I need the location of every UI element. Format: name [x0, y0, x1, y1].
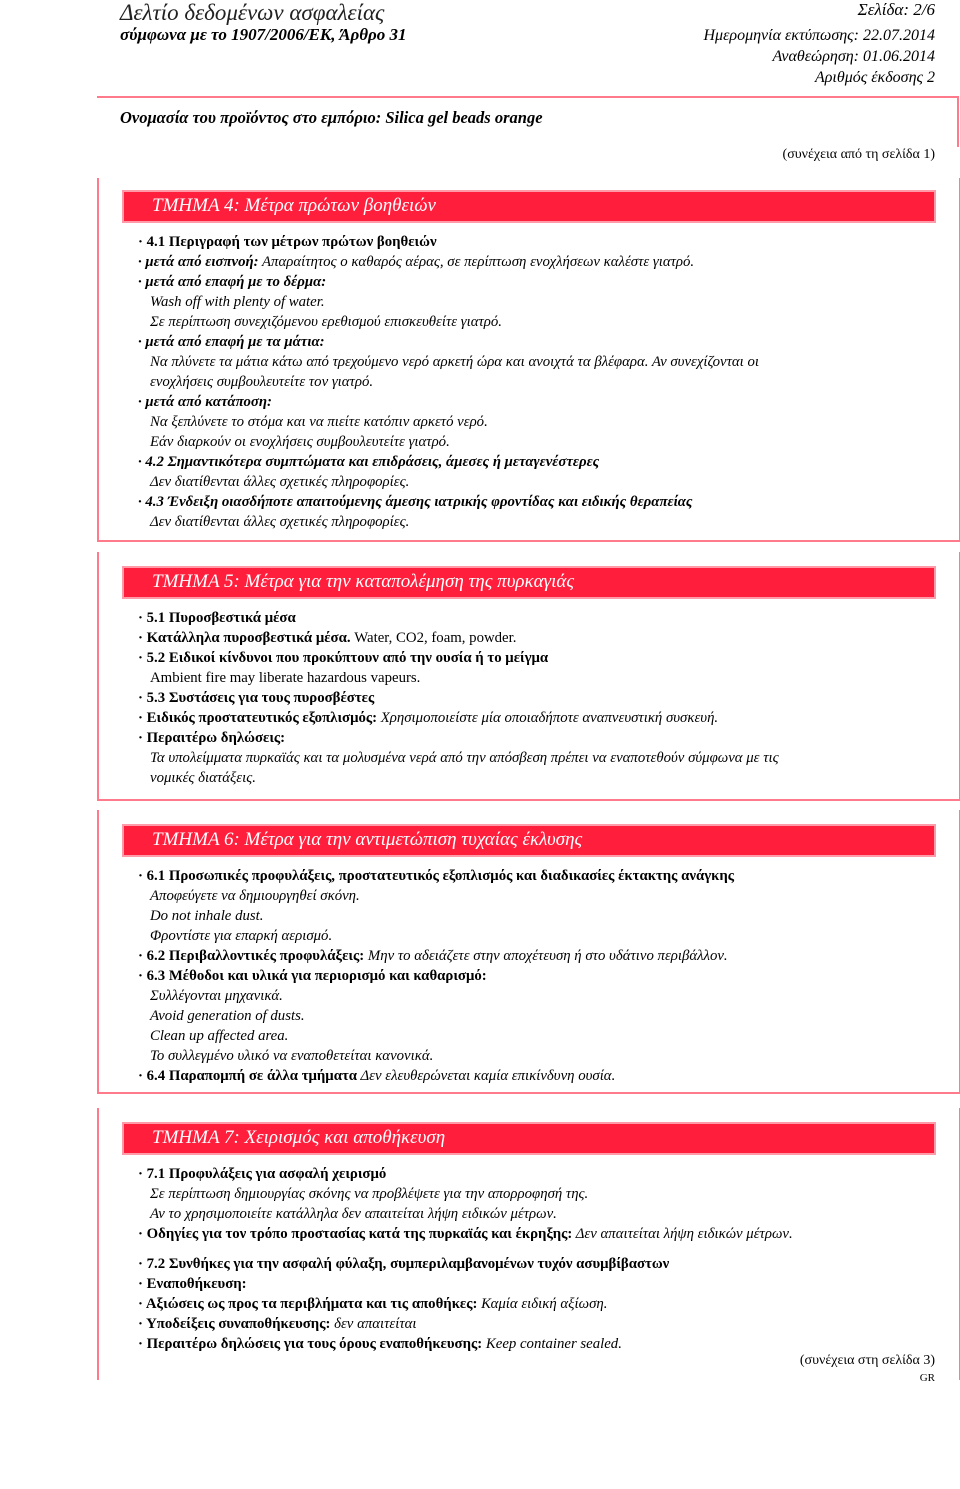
- subsection-5-2-text: Ambient fire may liberate hazardous vapeurs.: [150, 670, 421, 686]
- subsection-6-3-text-2: Avoid generation of dusts.: [150, 1008, 305, 1024]
- product-name: Ονομασία του προϊόντος στο εμπόριο: Silica gel beads orange: [120, 108, 543, 127]
- subsection-6-2: · 6.2 Περιβαλλοντικές προφυλάξεις: Μην το αδειάζετε στην αποχέτευση ή στο υδάτινο περιβάλλον.: [138, 948, 728, 964]
- subsection-7-1-text-1: Σε περίπτωση δημιουργίας σκόνης να προβλέψετε για την απορροφησή της.: [150, 1186, 589, 1202]
- section-5-title: ΤΜΗΜΑ 5: Μέτρα για την καταπολέμηση της πυρκαγιάς: [152, 571, 575, 592]
- section-6-header: [122, 824, 936, 857]
- skin-contact-text: Wash off with plenty of water.: [150, 294, 325, 310]
- subsection-5-2: · 5.2 Ειδικοί κίνδυνοι που προκύπτουν από την ουσία ή το μείγμα: [138, 650, 549, 666]
- version-number: Αριθμός έκδοσης 2: [814, 69, 935, 86]
- subsection-7-2: · 7.2 Συνθήκες για την ασφαλή φύλαξη, συμπεριλαμβανομένων τυχόν ασυμβίβαστων: [138, 1256, 670, 1272]
- eye-contact-label: · μετά από επαφή με τα μάτια:: [138, 334, 325, 350]
- subsection-4-3-text: Δεν διατίθενται άλλες σχετικές πληροφορίες.: [150, 514, 410, 530]
- subsection-6-3-text-3: Clean up affected area.: [150, 1028, 289, 1044]
- subsection-7-1-text-2: Αν το χρησιμοποιείτε κατάλληλα δεν απαιτείται λήψη ειδικών μέτρων.: [150, 1206, 557, 1222]
- subsection-4-1: · 4.1 Περιγραφή των μέτρων πρώτων βοηθειών: [138, 234, 437, 250]
- additional-info-label: · Περαιτέρω δηλώσεις:: [138, 730, 286, 746]
- subsection-6-1-text-3: Φροντίστε για επαρκή αερισμό.: [150, 928, 333, 944]
- section-4-header: [122, 190, 936, 223]
- subsection-5-3: · 5.3 Συστάσεις για τους πυροσβέστες: [138, 690, 375, 706]
- inhalation-line: · μετά από εισπνοή: Απαραίτητος ο καθαρός αέρας, σε περίπτωση ενοχλήσεων καλέστε γιατρό.: [138, 254, 695, 270]
- skin-contact-label: · μετά από επαφή με το δέρμα:: [138, 274, 327, 290]
- subsection-6-1-text-1: Αποφεύγετε να δημιουργηθεί σκόνη.: [150, 888, 360, 904]
- ingestion-text: Να ξεπλύνετε το στόμα και να πιείτε κατόπιν αρκετό νερό.: [150, 414, 488, 430]
- subsection-4-2-text: Δεν διατίθενται άλλες σχετικές πληροφορίες.: [150, 474, 410, 490]
- section-6-title: ΤΜΗΜΑ 6: Μέτρα για την αντιμετώπιση τυχαίας έκλυσης: [152, 829, 583, 850]
- continued-to: (συνέχεια στη σελίδα 3): [799, 1353, 935, 1368]
- subsection-4-2: · 4.2 Σημαντικότερα συμπτώματα και επιδράσεις, άμεσες ή μεταγενέστερες: [138, 454, 600, 470]
- continued-from: (συνέχεια από τη σελίδα 1): [782, 147, 935, 162]
- eye-contact-text: Να πλύνετε τα μάτια κάτω από τρεχούμενο νερό αρκετή ώρα και ανοιχτά τα βλέφαρα. Αν συνεχίζονται οι: [150, 354, 759, 370]
- subsection-6-1: · 6.1 Προσωπικές προφυλάξεις, προστατευτικός εξοπλισμός και διαδικασίες έκτακτης ανάγκης: [138, 868, 735, 884]
- section-7-header: [122, 1122, 936, 1155]
- common-storage-line: · Υποδείξεις συναποθήκευσης: δεν απαιτείται: [138, 1316, 417, 1332]
- suitable-media-line: · Κατάλληλα πυροσβεστικά μέσα. Water, CO2, foam, powder.: [138, 630, 517, 646]
- document-subtitle: σύμφωνα με το 1907/2006/ΕΚ, Άρθρο 31: [120, 25, 407, 44]
- subsection-6-4: · 6.4 Παραπομπή σε άλλα τμήματα Δεν ελευθερώνεται καμία επικίνδυνη ουσία.: [138, 1068, 616, 1084]
- protective-equipment-line: · Ειδικός προστατευτικός εξοπλισμός: Χρησιμοποιείστε μία οποιαδήποτε αναπνευστική συσκευή.: [138, 710, 719, 726]
- document-title: Δελτίο δεδομένων ασφαλείας: [120, 0, 385, 25]
- fire-protection-line: · Οδηγίες για τον τρόπο προστασίας κατά της πυρκαϊάς και έκρηξης: Δεν απαιτείται λήψη ειδικών μέτρων.: [138, 1226, 793, 1242]
- section-4-title: ΤΜΗΜΑ 4: Μέτρα πρώτων βοηθειών: [152, 195, 436, 216]
- subsection-6-3: · 6.3 Μέθοδοι και υλικά για περιορισμό και καθαρισμό:: [138, 968, 487, 984]
- print-date: Ημερομηνία εκτύπωσης: 22.07.2014: [703, 27, 935, 44]
- section-5-header: [122, 566, 936, 599]
- page-number: Σελίδα: 2/6: [857, 0, 935, 19]
- skin-contact-text-2: Σε περίπτωση συνεχιζόμενου ερεθισμού επισκευθείτε γιατρό.: [150, 314, 503, 330]
- subsection-4-3: · 4.3 Ένδειξη οιασδήποτε απαιτούμενης άμεσης ιατρικής φροντίδας και ειδικής θεραπείας: [138, 494, 693, 510]
- additional-info-text: Τα υπολείμματα πυρκαϊάς και τα μολυσμένα νερά από την απόσβεση πρέπει να εναποτεθούν σύμφωνα με τις: [150, 750, 779, 766]
- ingestion-label: · μετά από κατάποση:: [138, 394, 272, 410]
- subsection-6-3-text-4: Το συλλεγμένο υλικό να εναποθετείται κανονικά.: [150, 1048, 434, 1064]
- storage-requirements-line: · Αξιώσεις ως προς τα περιβλήματα και τις αποθήκες: Καμία ειδική αξίωση.: [138, 1296, 608, 1312]
- subsection-5-1: · 5.1 Πυροσβεστικά μέσα: [138, 610, 296, 626]
- ingestion-text-2: Εάν διαρκούν οι ενοχλήσεις συμβουλευτείτε γιατρό.: [150, 434, 450, 450]
- storage-label: · Εναποθήκευση:: [138, 1276, 247, 1292]
- revision-date: Αναθεώρηση: 01.06.2014: [772, 48, 935, 65]
- country-code: GR: [919, 1372, 935, 1384]
- subsection-7-1: · 7.1 Προφυλάξεις για ασφαλή χειρισμό: [138, 1166, 387, 1182]
- additional-info-text-2: νομικές διατάξεις.: [150, 770, 256, 786]
- subsection-6-3-text-1: Συλλέγονται μηχανικά.: [150, 988, 283, 1004]
- section-7-title: ΤΜΗΜΑ 7: Χειρισμός και αποθήκευση: [152, 1127, 446, 1148]
- eye-contact-text-2: ενοχλήσεις συμβουλευτείτε τον γιατρό.: [150, 374, 374, 390]
- subsection-6-1-text-2: Do not inhale dust.: [150, 908, 264, 924]
- further-storage-line: · Περαιτέρω δηλώσεις για τους όρους εναποθήκευσης: Keep container sealed.: [138, 1336, 622, 1352]
